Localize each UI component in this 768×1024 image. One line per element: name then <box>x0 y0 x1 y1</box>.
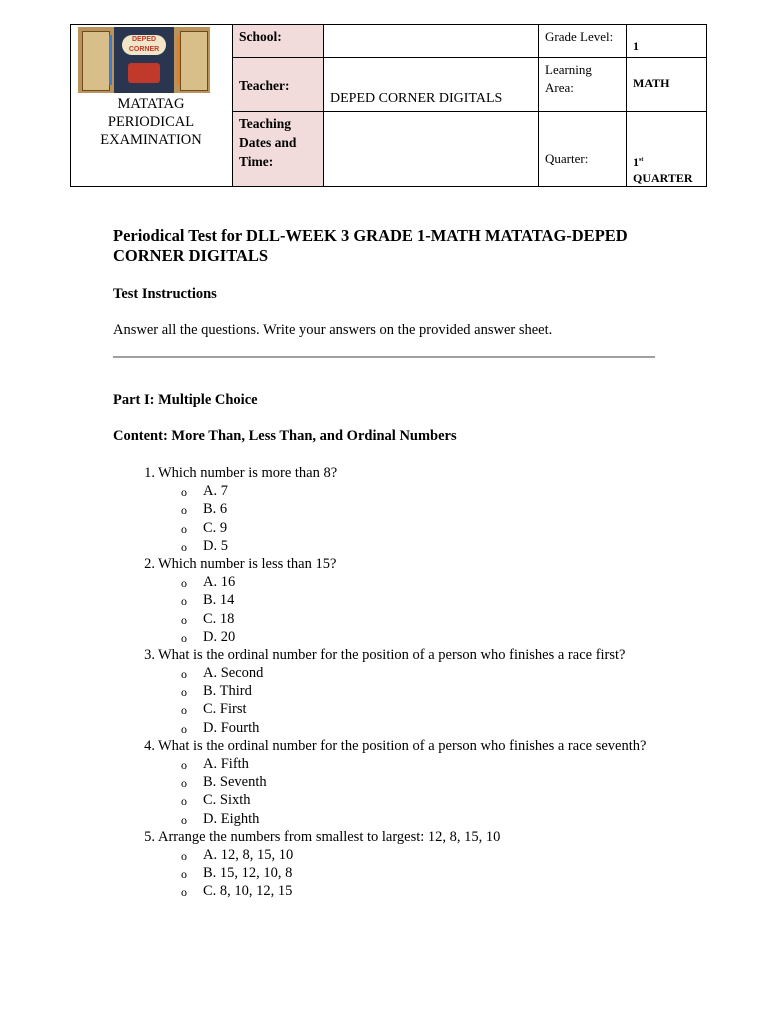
logo-cell <box>71 25 233 187</box>
bullet-icon: o <box>181 576 187 591</box>
quarter-ordinal-suffix: st <box>639 157 644 163</box>
answer-option <box>113 846 673 864</box>
teaching-dates-label <box>233 112 324 187</box>
question-item <box>113 555 673 573</box>
option-text: C. Sixth <box>203 792 251 809</box>
teacher-value: DEPED CORNER DIGITALS <box>324 58 539 112</box>
answer-option <box>113 628 673 646</box>
answer-option <box>113 482 673 500</box>
answer-option <box>113 882 673 900</box>
quarter-value <box>627 112 707 187</box>
option-text: A. Second <box>203 665 264 682</box>
option-text: B. Seventh <box>203 774 267 791</box>
bullet-icon: o <box>181 594 187 609</box>
question-text: Arrange the numbers from smallest to largest: 12, 8, 15, 10 <box>158 828 501 845</box>
question-item <box>113 828 673 846</box>
option-text: A. 7 <box>203 483 228 500</box>
bullet-icon: o <box>181 867 187 882</box>
exam-title <box>71 95 231 149</box>
bullet-icon: o <box>181 849 187 864</box>
teacher-label: Teacher: <box>233 58 324 112</box>
answer-option <box>113 864 673 882</box>
question-item <box>113 646 673 664</box>
school-label: School: <box>233 25 324 58</box>
learning-area-label <box>539 58 627 112</box>
bullet-icon: o <box>181 794 187 809</box>
bullet-icon: o <box>181 776 187 791</box>
option-text: C. First <box>203 701 247 718</box>
option-text: D. 5 <box>203 537 228 554</box>
bullet-icon: o <box>181 521 187 536</box>
logo-text: DEPED CORNER <box>122 35 166 55</box>
teaching-dates-label-line: Time: <box>239 154 274 169</box>
bullet-icon: o <box>181 758 187 773</box>
test-content <box>113 226 673 900</box>
learning-area-value: MATH <box>627 58 707 112</box>
answer-option <box>113 719 673 737</box>
bullet-icon: o <box>181 812 187 827</box>
bullet-icon: o <box>181 703 187 718</box>
part-heading: Part I: Multiple Choice <box>113 392 258 408</box>
answer-option <box>113 682 673 700</box>
question-item <box>113 464 673 482</box>
question-item <box>113 737 673 755</box>
quarter-label: Quarter: <box>539 112 627 187</box>
question-text: Which number is less than 15? <box>158 555 337 572</box>
grade-level-label: Grade Level: <box>539 25 627 58</box>
option-text: C. 18 <box>203 610 235 627</box>
teaching-dates-label-line: Dates and <box>239 135 297 150</box>
header-table <box>70 24 707 187</box>
instructions-text: Answer all the questions. Write your answers on the provided answer sheet. <box>113 322 553 338</box>
bullet-icon: o <box>181 503 187 518</box>
horizontal-divider <box>113 356 655 358</box>
option-text: A. 12, 8, 15, 10 <box>203 847 294 864</box>
teaching-dates-value <box>324 112 539 187</box>
question-text: Which number is more than 8? <box>158 465 338 481</box>
option-text: D. Eighth <box>203 810 260 827</box>
bullet-icon: o <box>181 885 187 900</box>
option-text: D. 20 <box>203 628 236 645</box>
option-text: B. 14 <box>203 592 235 609</box>
question-number: 3. <box>144 646 155 663</box>
answer-option <box>113 773 673 791</box>
answer-option <box>113 791 673 809</box>
answer-option <box>113 537 673 555</box>
answer-option <box>113 810 673 828</box>
bullet-icon: o <box>181 667 187 682</box>
answer-option <box>113 755 673 773</box>
bullet-icon: o <box>181 721 187 736</box>
school-value <box>324 25 539 58</box>
bullet-icon: o <box>181 612 187 627</box>
bullet-icon: o <box>181 539 187 554</box>
learning-area-label-line: Learning <box>545 62 592 77</box>
option-text: A. 16 <box>203 574 236 591</box>
quarter-number: 1 <box>633 155 639 169</box>
answer-option <box>113 664 673 682</box>
bullet-icon: o <box>181 630 187 645</box>
question-number: 5. <box>144 828 155 845</box>
exam-title-line: MATATAG <box>117 96 185 112</box>
question-text: What is the ordinal number for the position of a person who finishes a race first? <box>158 646 626 663</box>
option-text: D. Fourth <box>203 719 260 736</box>
answer-option <box>113 610 673 628</box>
exam-title-line: PERIODICAL <box>107 114 195 130</box>
option-text: C. 8, 10, 12, 15 <box>203 883 293 900</box>
question-number: 2. <box>144 555 155 572</box>
question-list <box>113 464 673 901</box>
grade-level-value: 1 <box>627 25 707 58</box>
question-number: 4. <box>144 737 155 754</box>
option-text: B. 6 <box>203 501 228 518</box>
bullet-icon: o <box>181 685 187 700</box>
instructions-heading: Test Instructions <box>113 286 217 302</box>
answer-option <box>113 500 673 518</box>
question-text: What is the ordinal number for the position of a person who finishes a race seventh? <box>158 737 647 754</box>
option-text: B. 15, 12, 10, 8 <box>203 865 293 882</box>
question-number: 1. <box>144 465 155 481</box>
option-text: B. Third <box>203 683 252 700</box>
answer-option <box>113 573 673 591</box>
exam-title-line: EXAMINATION <box>100 132 202 148</box>
learning-area-label-line: Area: <box>545 80 574 95</box>
content-heading: Content: More Than, Less Than, and Ordinal Numbers <box>113 428 457 444</box>
quarter-word: QUARTER <box>633 171 693 185</box>
bullet-icon: o <box>181 485 187 500</box>
deped-corner-logo <box>78 27 210 93</box>
option-text: C. 9 <box>203 519 228 536</box>
answer-option <box>113 591 673 609</box>
answer-option <box>113 519 673 537</box>
test-title: Periodical Test for DLL-WEEK 3 GRADE 1-MATH MATATAG-DEPED CORNER DIGITALS <box>113 226 628 265</box>
teaching-dates-label-line: Teaching <box>239 116 292 131</box>
answer-option <box>113 700 673 718</box>
option-text: A. Fifth <box>203 756 249 773</box>
